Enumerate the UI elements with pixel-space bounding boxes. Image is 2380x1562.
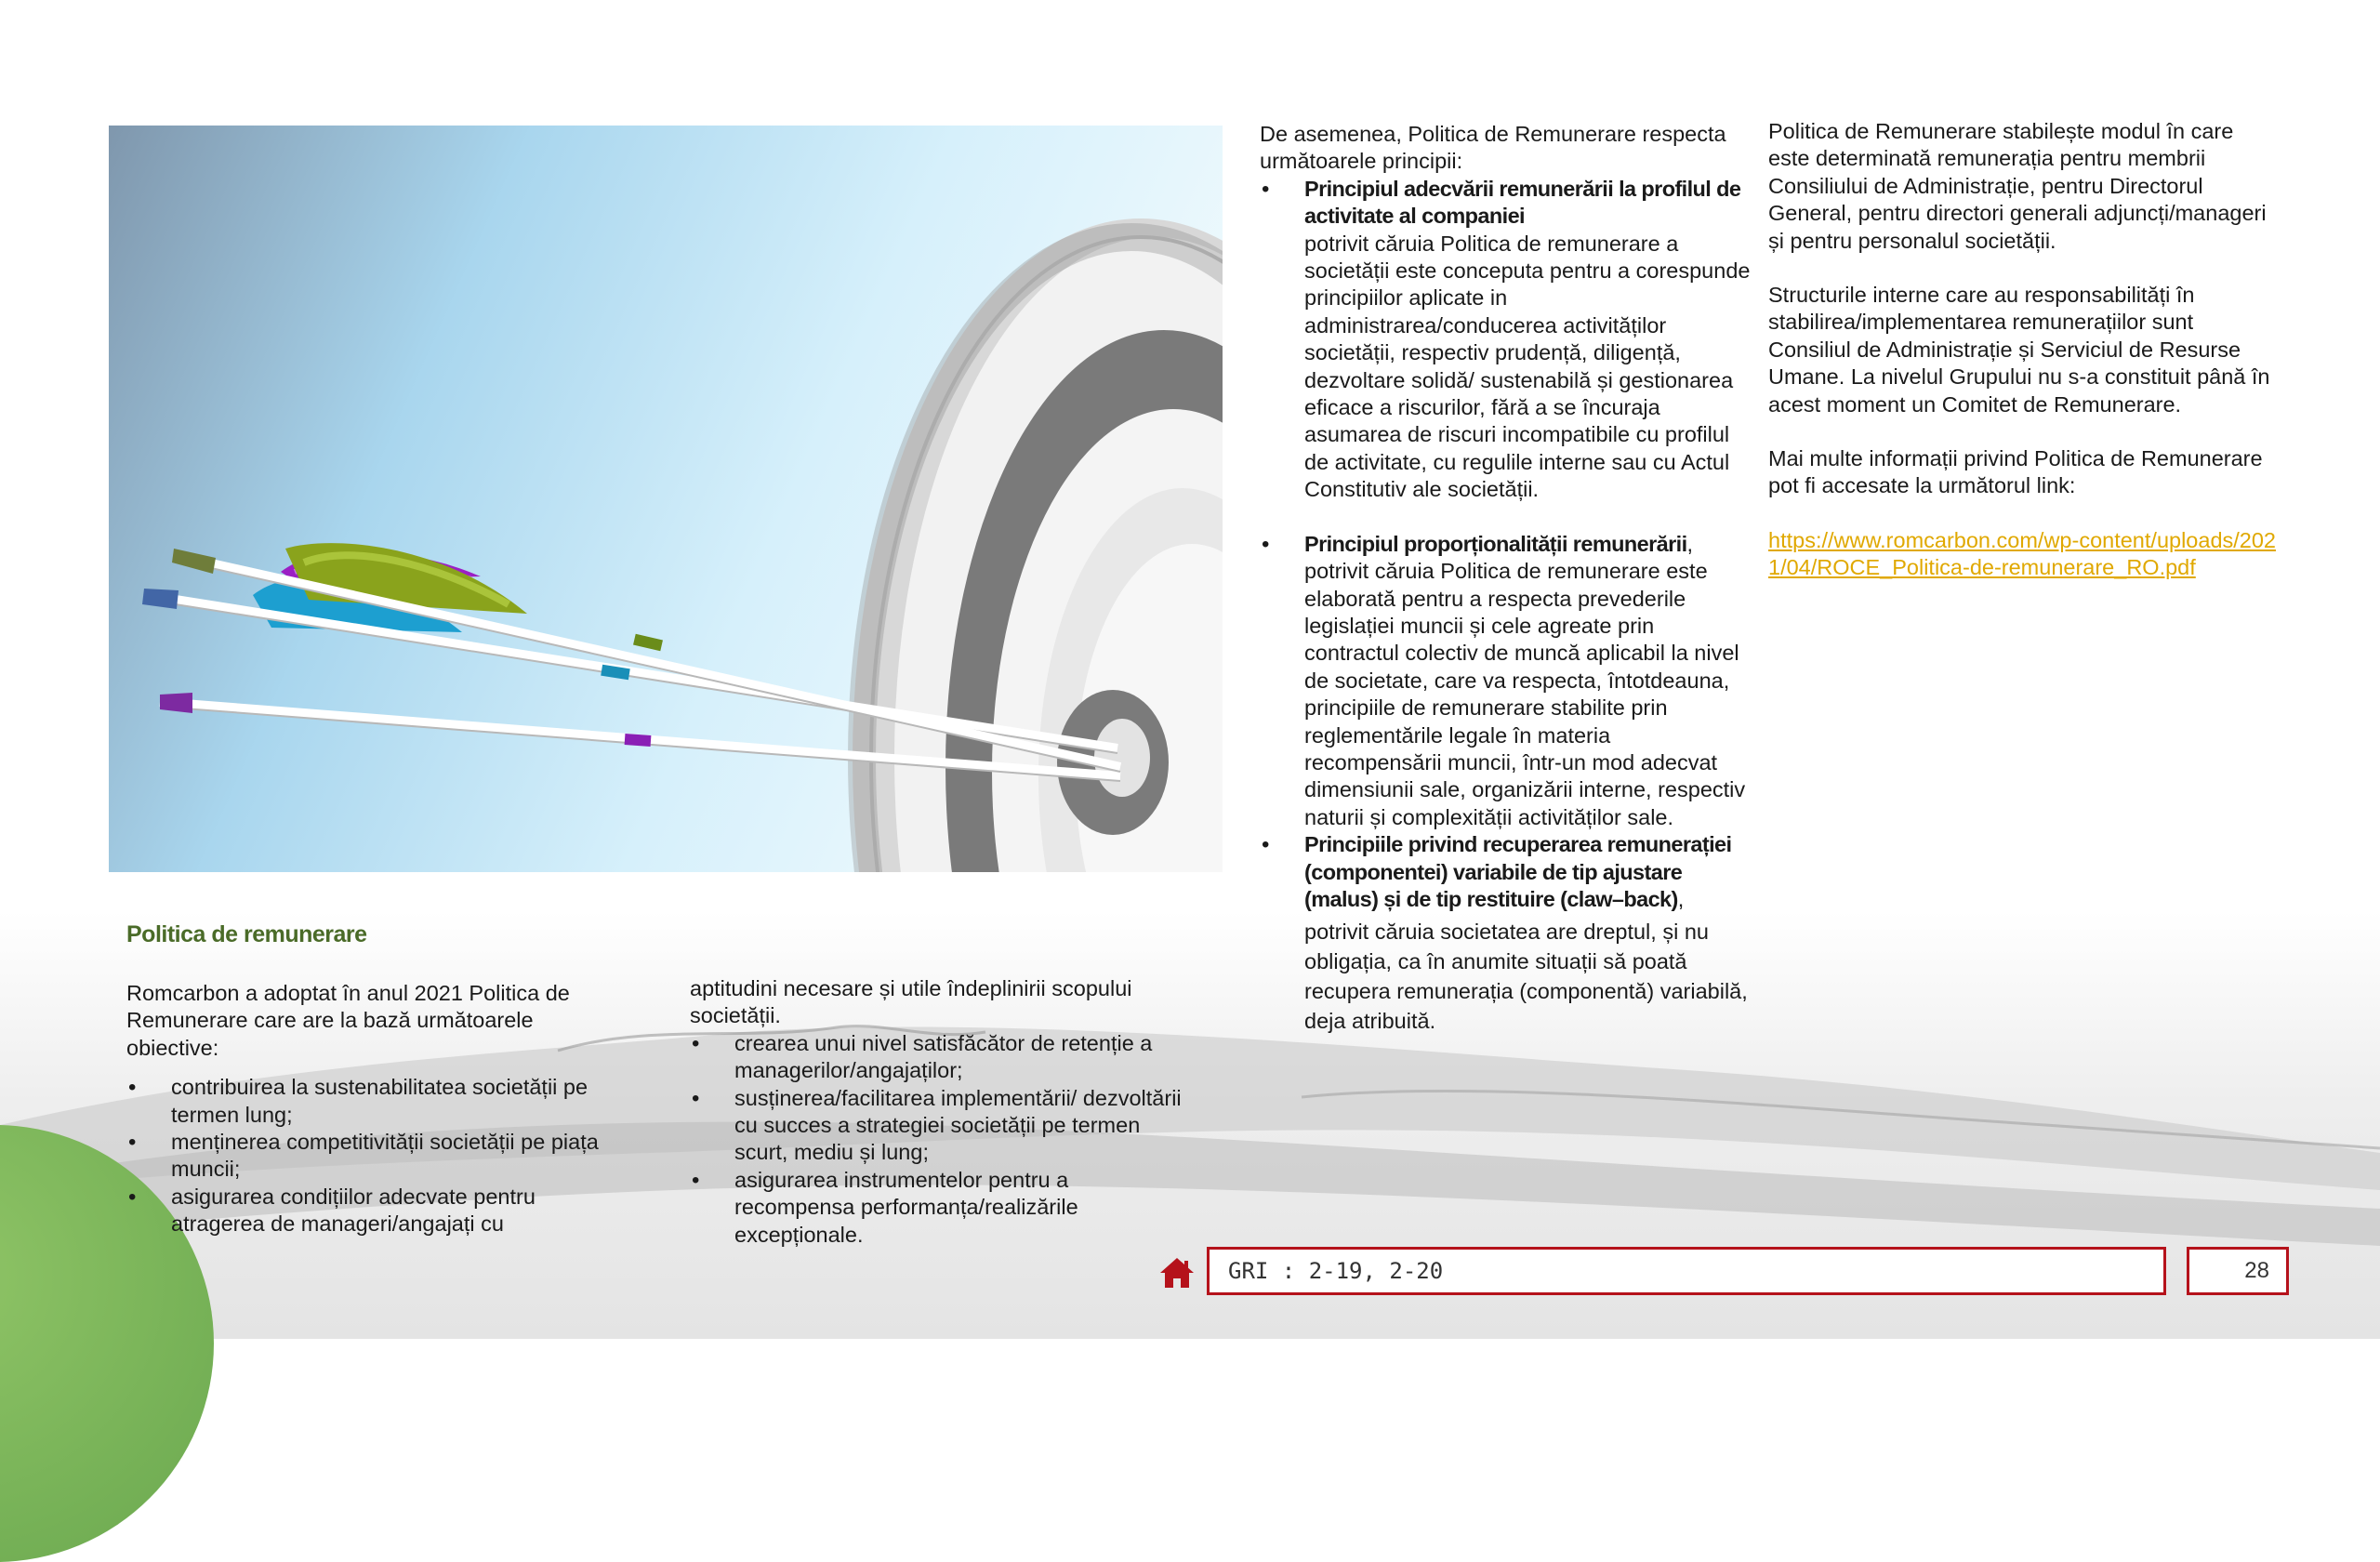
principle-text: potrivit căruia Politica de remunerare a societății este conceputa pentru a corespunde principiilor aplicate in administrarea/conducerea activităților societății, respectiv prudență, diligență, dezvoltare solidă/ sustenabilă și gestionarea eficace a riscurilor, fără a se încuraja asumarea de riscuri incompatibile cu profilul de activitate, cu regulile interne sau cu Actul Constitutiv ale societății. bbox=[1304, 231, 1751, 502]
principle-title: • Principiul adecvării remunerării la profilul de activitate al companiei bbox=[1304, 176, 1741, 229]
list-item: • susținerea/facilitarea implementării/ dezvoltării cu succes a strategiei societății pe termen scurt, mediu și lung; bbox=[690, 1085, 1183, 1167]
principle-item bbox=[1260, 176, 1752, 504]
list-item: • asigurarea condițiilor adecvate pentru atragerea de manageri/angajați cu bbox=[126, 1184, 628, 1238]
col2-continuation: aptitudini necesare și utile îndeplinirii scopului societății. bbox=[690, 976, 1132, 1028]
list-item: • crearea unui nivel satisfăcător de retenție a managerilor/angajaților; bbox=[690, 1030, 1183, 1085]
gri-reference: GRI : 2-19, 2-20 bbox=[1228, 1258, 1444, 1284]
principle-item bbox=[1260, 531, 1752, 831]
page-number: 28 bbox=[2244, 1258, 2269, 1283]
list-item: • contribuirea la sustenabilitatea societății pe termen lung; bbox=[126, 1074, 628, 1129]
column-3 bbox=[1260, 121, 1752, 1036]
col4-paragraph-3: Mai multe informații privind Politica de Remunerare pot fi accesate la următorul link: bbox=[1768, 446, 2263, 498]
column-4 bbox=[1768, 118, 2280, 582]
col1-intro: Romcarbon a adoptat în anul 2021 Politica de Remunerare care are la bază următoarele obiective: bbox=[126, 981, 570, 1060]
target-arrows-photo bbox=[109, 126, 1223, 872]
column-2 bbox=[690, 975, 1183, 1249]
col3-intro: De asemenea, Politica de Remunerare respecta următoarele principii: bbox=[1260, 122, 1726, 174]
col4-paragraph-2: Structurile interne care au responsabilități în stabilirea/implementarea remunerațiilor sunt Consiliul de Administrație și Serviciul de Resurse Umane. La nivelul Grupului nu s-a constituit până în acest moment un Comitet de Remunerare. bbox=[1768, 283, 2270, 417]
list-item: • menținerea competitivității societății pe piața muncii; bbox=[126, 1129, 628, 1184]
principle-text: potrivit căruia societatea are dreptul, și nu obligația, ca în anumite situații să poată recupera remunerația (componentă) variabilă, deja atribuită. bbox=[1304, 920, 1748, 1034]
page-number-box bbox=[2187, 1247, 2289, 1295]
col4-paragraph-1: Politica de Remunerare stabilește modul în care este determinată remunerația pentru membrii Consiliului de Administrație, pentru Directorul General, pentru directori generali adjuncți/manageri și pentru personalul societății. bbox=[1768, 119, 2267, 253]
principle-item bbox=[1260, 831, 1752, 1036]
remuneration-policy-link[interactable]: https://www.romcarbon.com/wp-content/uploads/2021/04/ROCE_Politica-de-remunerare_RO.pdf bbox=[1768, 527, 2276, 580]
gri-reference-box bbox=[1207, 1247, 2166, 1295]
principle-title-suffix: , bbox=[1677, 886, 1685, 911]
home-icon[interactable] bbox=[1158, 1256, 1196, 1290]
section-title: Politica de remunerare bbox=[126, 921, 367, 947]
principle-title: Principiile privind recuperarea remunerației (componentei) variabile de tip ajustare (malus) și de tip restituire (claw–back) bbox=[1304, 832, 1732, 911]
column-1 bbox=[126, 980, 628, 1238]
principle-title: Principiul proporționalității remunerării bbox=[1304, 531, 1687, 556]
principle-text: , potrivit căruia Politica de remunerare este elaborată pentru a respecta prevederile legislației muncii și cele agreate prin contractul colectiv de muncă aplicabil la nivel de societate, care va respecta, întotdeauna, principiile de remunerare stabilite prin reglementările legale în materia recompensării muncii, într-un mod adecvat dimensiunii sale, organizării interne, respectiv naturii și complexității activităților sale. bbox=[1304, 531, 1746, 829]
list-item: • asigurarea instrumentelor pentru a recompensa performanța/realizările excepționale. bbox=[690, 1167, 1183, 1249]
